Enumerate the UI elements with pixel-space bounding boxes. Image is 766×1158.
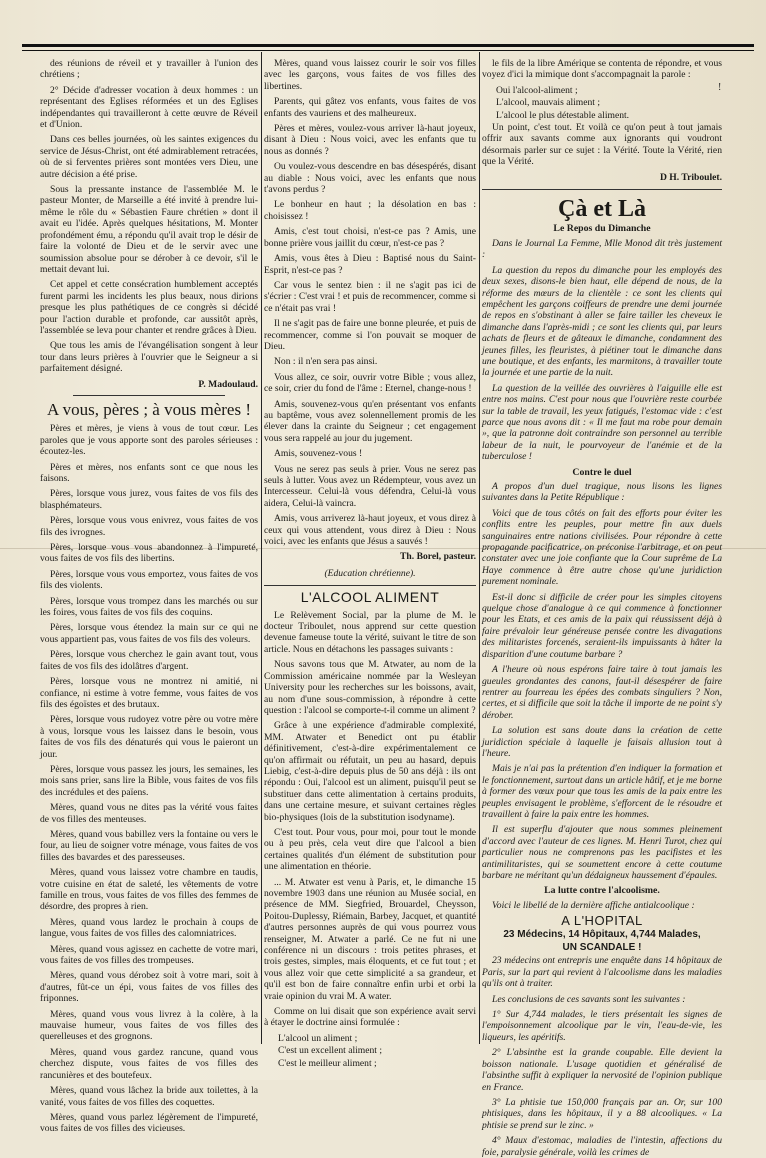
article-body (40, 423, 258, 1134)
paragraph: Le Relèvement Social, par la plume de M. le docteur Triboulet, nous apprend sur cette question devenue fameuse toute la vérité, suivant le titre de son article. Nous en détachons les passages suivants : (264, 609, 476, 655)
poem-line: C'est le meilleur aliment ; (278, 1057, 377, 1069)
paragraph: Voici que de tous côtés on fait des efforts pour éviter les conflits entre les peuples, pour mettre fin aux duels sanguinaires entre nations civilisées. Pour répondre à cette propagande pacificatrice, on préconise l'arbitrage, et on peut constater avec une joie confiante que la Cour suprême de La Haye commence à être autre chose qu'une juridiction purement nominale. (482, 507, 722, 588)
paragraph: Le bonheur en haut ; la désolation en bas : choisissez ! (264, 199, 476, 222)
column-1 (40, 58, 258, 1135)
paragraph: Pères et mères, je viens à vous de tout cœur. Les paroles que je vous apporte sont des paroles sérieuses : écoutez-les. (40, 423, 258, 458)
poster-subtitle: UN SCANDALE ! (562, 942, 642, 954)
paragraph: Mères, quand vous agissez en cachette de votre mari, vous faites de vos filles des trompeuses. (40, 943, 258, 967)
paragraph: 1° Sur 4,744 malades, le tiers présentait les signes de l'empoisonnement alcoolique par le vin, l'eau-de-vie, les liqueurs, les apéritifs. (482, 1009, 722, 1043)
paragraph: A l'heure où nous espérons faire taire à tout jamais les gueules grondantes des canons, faut-il désespérer de faire rentrer au fourreau les épées des combats singuliers ? Non, certes, et si difficile que soit la tâche il importe de ne point s'y dérober. (482, 664, 722, 721)
top-rule-thin (22, 50, 754, 51)
top-rule (22, 44, 754, 47)
paragraph: Mères, quand vous ne dites pas la vérité vous faites de vos filles des menteuses. (40, 802, 258, 825)
paragraph: 4° Maux d'estomac, maladies de l'intestin, affections du foie, paralysie générale, voilà les crimes de (482, 1135, 722, 1158)
article-body (482, 238, 722, 463)
paragraph: Mères, quand vous lâchez la bride aux toilettes, à la vanité, vous faites de vos filles des coquettes. (40, 1085, 258, 1108)
article-body (264, 610, 476, 1029)
paragraph: Sous la pressante instance de l'assemblée M. le pasteur Monter, de Marseille a été invité à prendre lui-même le rôle du « Sébastien Faure chrétien » dont il avait eu l'idée. Après quelques hésitations, M. Monter profondément ému, a répondu qu'il avait trop le désir de faire la volonté de Dieu et de le servir avec une soumission absolue pour se dérober à ce devoir, s'il le mettait devant lui. (40, 184, 258, 275)
divider (73, 395, 226, 396)
paragraph: Pères, lorsque vous cherchez le gain avant tout, vous faites de vos fils des idolâtres d'argent. (40, 649, 258, 672)
poem (482, 85, 722, 121)
paragraph: 2° Décide d'adresser vocation à deux hommes : un représentant des Eglises réformées et un des Eglises indépendantes qui travailleront à cette œuvre de Réveil et d'Union. (40, 84, 258, 131)
paragraph: Amis, c'est tout choisi, n'est-ce pas ? Amis, une bonne prière vous jaillit du cœur, n'est-ce pas ? (264, 226, 476, 249)
paragraph: Un point, c'est tout. Et voilà ce qu'on peut à tout jamais offrir aux savants comme aux ignorants qui voudront désormais parler sur ce sujet : la Vérité. Toute la Vérité, rien que la Vérité. (482, 122, 722, 168)
paragraph: Pères, lorsque vous jurez, vous faites de vos fils des blasphémateurs. (40, 488, 258, 511)
paragraph: le fils de la libre Amérique se contenta de répondre, et vous voyez d'ici la mimique dont s'accompagnait la parole : (482, 58, 722, 81)
paragraph: Pères, lorsque vous passez les jours, les semaines, les mois sans prier, sans lire la Bible, vous faites de vos fils des incrédules et des païens. (40, 763, 258, 798)
paragraph: Pères, lorsque vous trompez dans les marchés ou sur les foires, vous faites de vos fils des coquins. (40, 595, 258, 619)
article-title: L'ALCOOL ALIMENT (300, 589, 440, 606)
paragraph: Est-il donc si difficile de créer pour les simples citoyens quelque chose d'analogue à ce qui commence à fonctionner pour les Etats, et ces amis de la paix qui réussissent déjà à faire prévaloir leur généreuse pensée contre les divagations des militaristes forcenés, seraient-ils impuissants à hâter la disparition d'une coutume barbare ? (482, 591, 722, 660)
paragraph: Car vous le sentez bien : il ne s'agit pas ici de s'écrier : C'est vrai ! et puis de recommencer, comme si ce n'était pas vrai ! (264, 279, 476, 314)
margin-mark: ! (718, 82, 722, 93)
paragraph: Cet appel et cette consécration humblement acceptés furent parmi les incidents les plus beaux, nous dirions presque les plus pathétiques de ce congrès si décidé pour l'action durable et profonde, car aussitôt après, l'assemblée se leva pour chanter et rendre grâces à Dieu. (40, 279, 258, 336)
paragraph: Voici le libellé de la dernière affiche antialcoolique : (492, 899, 695, 911)
divider (264, 585, 476, 586)
paragraph: Amis, vous arriverez là-haut joyeux, et vous direz à ceux qui vous attendent, vous direz à Dieu : Nous voici, avec les enfants que Jésus a sauvés ! (264, 513, 476, 548)
poster-subtitle: 23 Médecins, 14 Hôpitaux, 4,744 Malades, (503, 928, 701, 940)
article-title: A vous, pères ; à vous mères ! (47, 399, 251, 419)
paragraph: Mères, quand vous vous livrez à la colère, à la mauvaise humeur, vous faites de vos filles des querelleuses et des grognons. (40, 1008, 258, 1043)
paragraph: des réunions de réveil et y travailler à l'union des chrétiens ; (40, 58, 258, 81)
paragraph: Pères, lorsque vous rudoyez votre père ou votre mère à vous, lorsque vous les laissez dans le besoin, vous faites de vos fils des dénaturés qui vous le paieront un jour. (40, 714, 258, 760)
paragraph: Mères, quand vous babillez vers la fontaine ou vers le four, au lieu de soigner votre ménage, vous faites de vos filles des bavardes et des paresseuses. (40, 828, 258, 863)
paragraph: Pères, lorsque vous vous enivrez, vous faites de vos fils des ivrognes. (40, 515, 258, 538)
subheading: Contre le duel (572, 466, 632, 478)
paragraph: Pères, lorsque vous vous abandonnez à l'impureté, vous faites de vos fils des libertins. (40, 542, 258, 565)
paragraph: Il est superflu d'ajouter que nous sommes pleinement d'accord avec l'auteur de ces lignes. M. Henri Turot, chez qui particulier nous ne comprenons pas les pacifistes et les antimilitaristes, qui se soumettent encore à cette coutume barbare ne méritant qu'un dédaigneux haussement d'épaules. (482, 824, 722, 881)
poem (264, 1033, 476, 1069)
paragraph: Pères, lorsque vous ne montrez ni amitié, ni confiance, ni estime à votre femme, vous faites de vos fils des égoïstes et des brutaux. (40, 676, 258, 710)
poem-line: L'alcool, mauvais aliment ; (496, 97, 601, 109)
paragraph: Il ne s'agit pas de faire une bonne pleurée, et puis de recommencer, comme si l'on pouvait se moquer de Dieu. (264, 318, 476, 352)
paragraph: Mères, quand vous lardez le prochain à coups de langue, vous faites de vos filles des calomniatrices. (40, 916, 258, 940)
signature: D H. Triboulet. (659, 171, 722, 183)
paragraph: Les conclusions de ces savants sont les suivantes : (492, 993, 686, 1005)
section-heading: Çà et Là (558, 196, 646, 223)
paragraph: Parents, qui gâtez vos enfants, vous faites de vos enfants des vauriens et des malheureux. (264, 96, 476, 119)
article-body (482, 481, 722, 881)
paragraph: C'est tout. Pour vous, pour moi, pour tout le monde ou à peu près, cela veut dire que l'alcool a bien certaines qualités d'un élément de substitution pour une alimentation en théorie. (264, 826, 476, 873)
paragraph: Comme on lui disait que son expérience avait servi à étayer le doctrine ainsi formulée : (264, 1006, 476, 1029)
intro-block (40, 58, 258, 375)
paragraph: La question du repos du dimanche pour les employés des deux sexes, disons-le bien haut, elle dépend de nous, de la réforme des mœurs de la clientèle : ce sont les clients qui empêchent les garçons coiffeurs de prendre une demi journée de repos en s'obstinant à aller se faire tailler les cheveux le dimanche dans l'après-midi ; ce sont les clients qui, par leurs achats de fleurs et de gâteaux le dimanche, condamnent des jeunes filles, les fleuristes, à piétiner tout le dimanche dans une boutique, et des enfants, les marmitons, à travailler toute la journée et une partie de la nuit. (482, 264, 722, 379)
paragraph: Dans le Journal La Femme, Mlle Monod dit très justement : (482, 237, 722, 261)
paragraph: Non : il n'en sera pas ainsi. (274, 356, 378, 368)
paragraph: Pères et mères, nos enfants sont ce que nous les faisons. (40, 461, 258, 484)
source-note: (Education chrétienne). (324, 567, 416, 579)
article-body (264, 58, 476, 547)
signature: Th. Borel, pasteur. (400, 551, 476, 563)
paragraph: La solution est sans doute dans la création de cette juridiction spéciale à laquelle je faisais allusion tout à l'heure. (482, 725, 722, 759)
paragraph: Mais je n'ai pas la prétention d'en indiquer la formation et le fonctionnement, surtout dans un article hâtif, et je me borne à former des vœux pour que tous les amis de la paix entre les peuples envisagent le problème, s'efforcent de le résoudre et travaillent à faire la paix entre les hommes. (482, 763, 722, 820)
paragraph: Que tous les amis de l'évangélisation songent à leur tour dans leurs prières à l'ouvrier que le Seigneur a si parfaitement désigné. (40, 340, 258, 375)
paragraph: La question de la veillée des ouvrières à l'aiguille elle est entre nos mains. C'est pour nous que l'ouvrière reste courbée sur la table de travail, les yeux fatigués, l'estomac vide : c'est parce que nous avons dit : « Il me faut ma robe pour demain », que la patronne doit contraindre son personnel au terrible labeur de la nuit, le pourvoyeur de l'anémie et de la tuberculose ! (482, 382, 722, 463)
column-divider (479, 52, 480, 1044)
paragraph: Pères, lorsque vous étendez la main sur ce qui ne vous appartient pas, vous faites de vos fils des voleurs. (40, 622, 258, 645)
poem-line: L'alcool un aliment ; (278, 1032, 358, 1044)
poem-line: C'est un excellent aliment ; (278, 1045, 383, 1057)
column-3 (482, 58, 722, 1158)
paragraph: Amis, vous êtes à Dieu : Baptisé nous du Saint-Esprit, n'est-ce pas ? (264, 253, 476, 276)
divider (482, 189, 722, 190)
paragraph: Mères, quand vous parlez légèrement de l'impureté, vous faites de vos filles des vicieuses. (40, 1111, 258, 1135)
poster-title: A L'HOPITAL (561, 913, 643, 929)
paragraph: 23 médecins ont entrepris une enquête dans 14 hôpitaux de Paris, sur la part qui revient à l'alcoolisme dans les maladies qu'ils ont à traiter. (482, 955, 722, 990)
paragraph: Ou voulez-vous descendre en bas désespérés, disant au diable : Nous voici, avec les enfants que nous t'avons perdus ? (264, 161, 476, 196)
paragraph: Grâce à une expérience d'admirable complexité, MM. Atwater et Benedict ont pu établir définitivement, c'est-à-dire expérimentalement ce qu'on affirmait ou réfutait, un peu au hasard, depuis Liebig, c'est-à-dire depuis plus de 50 ans déjà : ils ont répondu : Oui, l'alcool est un aliment, puisqu'il peut se substituer dans cette alimentation à certains produits, dans une certaine mesure, et suivant certaines règles bio-physiques (lois de la substitution isodyname). (264, 720, 476, 823)
poem-line: Oui l'alcool-aliment ; (496, 84, 578, 96)
paragraph: Vous ne serez pas seuls à prier. Vous ne serez pas seuls à lutter. Vous avez un Rédempteur, vous avez un Intercesseur. Celui-là vous défendra, Celui-là vous aidera, Celui-là vaincra. (264, 463, 476, 509)
paragraph: Amis, souvenez-vous qu'en présentant vos enfants au baptême, vous avez solennellement promis de les élever dans la crainte du Seigneur ; cet engagement vous sera rappelé au jour du jugement. (264, 398, 476, 444)
paragraph: 2° L'absinthe est la grande coupable. Elle devient la boisson nationale. L'usage quotidien et généralisé de l'absinthe suffit à expliquer la nervosité de l'opinion publique en France. (482, 1047, 722, 1093)
paragraph: 3° La phtisie tue 150,000 français par an. Or, sur 100 phtisiques, dans les hôpitaux, il y a 88 alcooliques. « La phtisie se prend sur le zinc. » (482, 1096, 722, 1131)
paragraph: Vous allez, ce soir, ouvrir votre Bible ; vous allez, ce soir, crier du fond de l'âme : Eternel, change-nous ! (264, 371, 476, 395)
paragraph: Pères et mères, voulez-vous arriver là-haut joyeux, disant à Dieu : Nous voici, avec les enfants que tu nous as donnés ? (264, 123, 476, 157)
intro-block (482, 58, 722, 81)
subheading: La lutte contre l'alcoolisme. (544, 885, 660, 897)
signature: P. Madoulaud. (198, 378, 258, 390)
paragraph: Dans ces belles journées, où les saintes exigences du service de Jésus-Christ, ont été admirablement retracées, où de si ferventes prières sont montées vers Dieu, une autre décision a été prise. (40, 134, 258, 180)
paragraph: Mères, quand vous laissez courir le soir vos filles avec les garçons, vous faites de vos filles des libertines. (264, 58, 476, 92)
article-body (482, 955, 722, 1158)
paragraph: Amis, souvenez-vous ! (274, 448, 363, 460)
paragraph: Mères, quand vous gardez rancune, quand vous cherchez dispute, vous faites de vos filles des rancunières et des boutefeux. (40, 1046, 258, 1081)
subheading: Le Repos du Dimanche (553, 223, 651, 235)
paragraph: Mères, quand vous dérobez soit à votre mari, soit à d'autres, fût-ce un épi, vous faites de vos filles des friponnes. (40, 970, 258, 1005)
column-2 (264, 58, 476, 1069)
poem-line: L'alcool le plus détestable aliment. (496, 109, 630, 121)
paragraph: A propos d'un duel tragique, nous lisons les lignes suivantes dans la Petite République : (482, 481, 722, 504)
paragraph: Nous savons tous que M. Atwater, au nom de la Commission américaine nommée par la Wesleyan University pour les recherches sur les boissons, avait, au nom d'une sous-commission, à répondre à cette question : l'alcool se comporte-t-il comme un aliment ? (264, 659, 476, 716)
column-divider (261, 52, 262, 1044)
paragraph: Mères, quand vous laissez votre chambre en taudis, votre cuisine en état de saleté, les vêtements de votre famille en trous, vous faites de vos filles des femmes de désordre, des propres à rien. (40, 867, 258, 913)
paragraph: Pères, lorsque vous vous emportez, vous faites de vos fils des violents. (40, 568, 258, 592)
paragraph: ... M. Atwater est venu à Paris, et, le dimanche 15 novembre 1903 dans une réunion au Musée social, en présence de MM. Siegfried, Brouardel, Cheysson, Poitou-Duplessy, Riémain, Barbey, Jacquet, et quantité d'autres personnes auprès de qui vous pourrez vous renseigner, M. Atwater a parlé. Ce ne fut ni une conférence ni un discours : trois petites phrases, et trois gestes, simples, mais éloquents, et ce fut tout ; et vous allez voir que cette simplicité a sa grandeur, et qu'il est bon de faire connaître enfin urbi et orbi la vraie opinion du vrai M. A water. (264, 876, 476, 1002)
